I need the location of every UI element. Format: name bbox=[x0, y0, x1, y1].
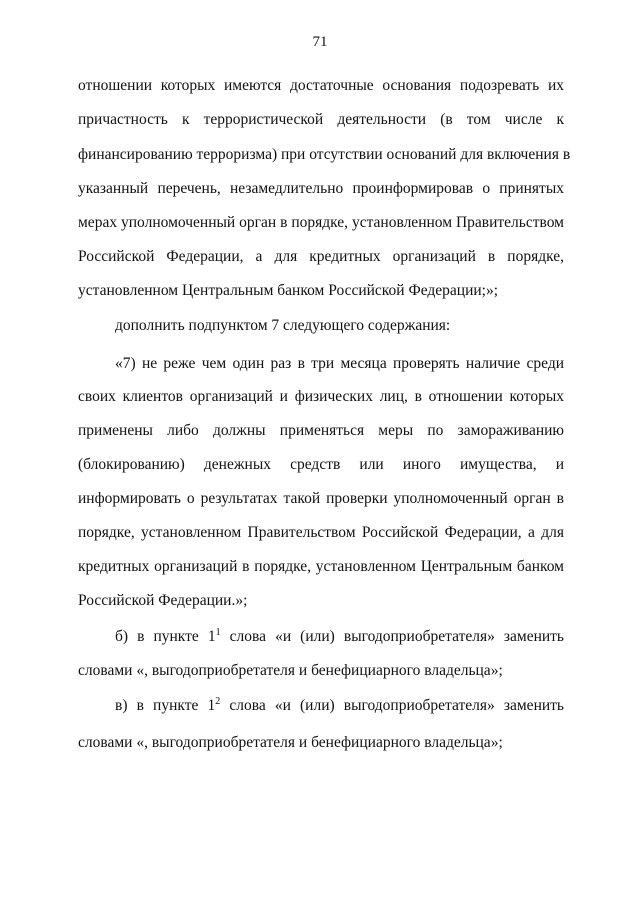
paragraph-3-line-8: Российской Федерации.»; bbox=[78, 592, 248, 609]
paragraph-4-text-before: б) в пункте 1 bbox=[115, 628, 216, 645]
paragraph-4-lead bbox=[115, 628, 221, 645]
paragraph-2-line-1: дополнить подпунктом 7 следующего содержания: bbox=[115, 317, 451, 334]
paragraph-1-line-5: мерах уполномоченный орган в порядке, установленном Правительством bbox=[78, 214, 564, 231]
paragraph-1-line-1: отношении которых имеются достаточные основания подозревать их bbox=[78, 77, 564, 94]
paragraph-5-lead bbox=[115, 697, 220, 714]
paragraph-3-line-2: своих клиентов организаций и физических лиц, в отношении которых bbox=[78, 388, 564, 405]
paragraph-5-text-before: в) в пункте 1 bbox=[115, 697, 216, 714]
paragraph-4-text-after: слова «и (или) выгодоприобретателя» заменить bbox=[220, 628, 565, 645]
paragraph-1-line-4: указанный перечень, незамедлительно проинформировав о принятых bbox=[78, 180, 564, 197]
paragraph-5-text-after: слова «и (или) выгодоприобретателя» заменить bbox=[220, 697, 564, 714]
paragraph-1-line-6: Российской Федерации, а для кредитных организаций в порядке, bbox=[78, 248, 564, 265]
paragraph-3-line-3: применены либо должны применяться меры по замораживанию bbox=[78, 422, 564, 439]
paragraph-5-line-2: словами «, выгодоприобретателя и бенефициарного владельца»; bbox=[78, 734, 503, 751]
paragraph-4-line-1 bbox=[115, 627, 564, 647]
paragraph-3-line-4: (блокированию) денежных средств или иного имущества, и bbox=[78, 456, 564, 473]
paragraph-4-superscript: 1 bbox=[215, 627, 221, 638]
paragraph-4-line-2: словами «, выгодоприобретателя и бенефициарного владельца»; bbox=[78, 662, 503, 679]
paragraph-1-line-2: причастность к террористической деятельности (в том числе к bbox=[78, 111, 564, 128]
paragraph-3-line-5: информировать о результатах такой проверки уполномоченный орган в bbox=[78, 490, 564, 507]
paragraph-1-line-7: установленном Центральным банком Российской Федерации;»; bbox=[78, 282, 499, 299]
paragraph-1-line-3: финансированию терроризма) при отсутствии оснований для включения в bbox=[78, 146, 571, 163]
paragraph-3-line-7: кредитных организаций в порядке, установленном Центральным банком bbox=[78, 558, 564, 575]
paragraph-3-line-6: порядке, установленном Правительством Российской Федерации, а для bbox=[78, 524, 564, 541]
page-number: 71 bbox=[312, 34, 328, 50]
paragraph-3-line-1: «7) не реже чем один раз в три месяца проверять наличие среди bbox=[115, 355, 564, 372]
paragraph-5-superscript: 2 bbox=[215, 696, 221, 707]
paragraph-5-line-1 bbox=[115, 696, 564, 716]
